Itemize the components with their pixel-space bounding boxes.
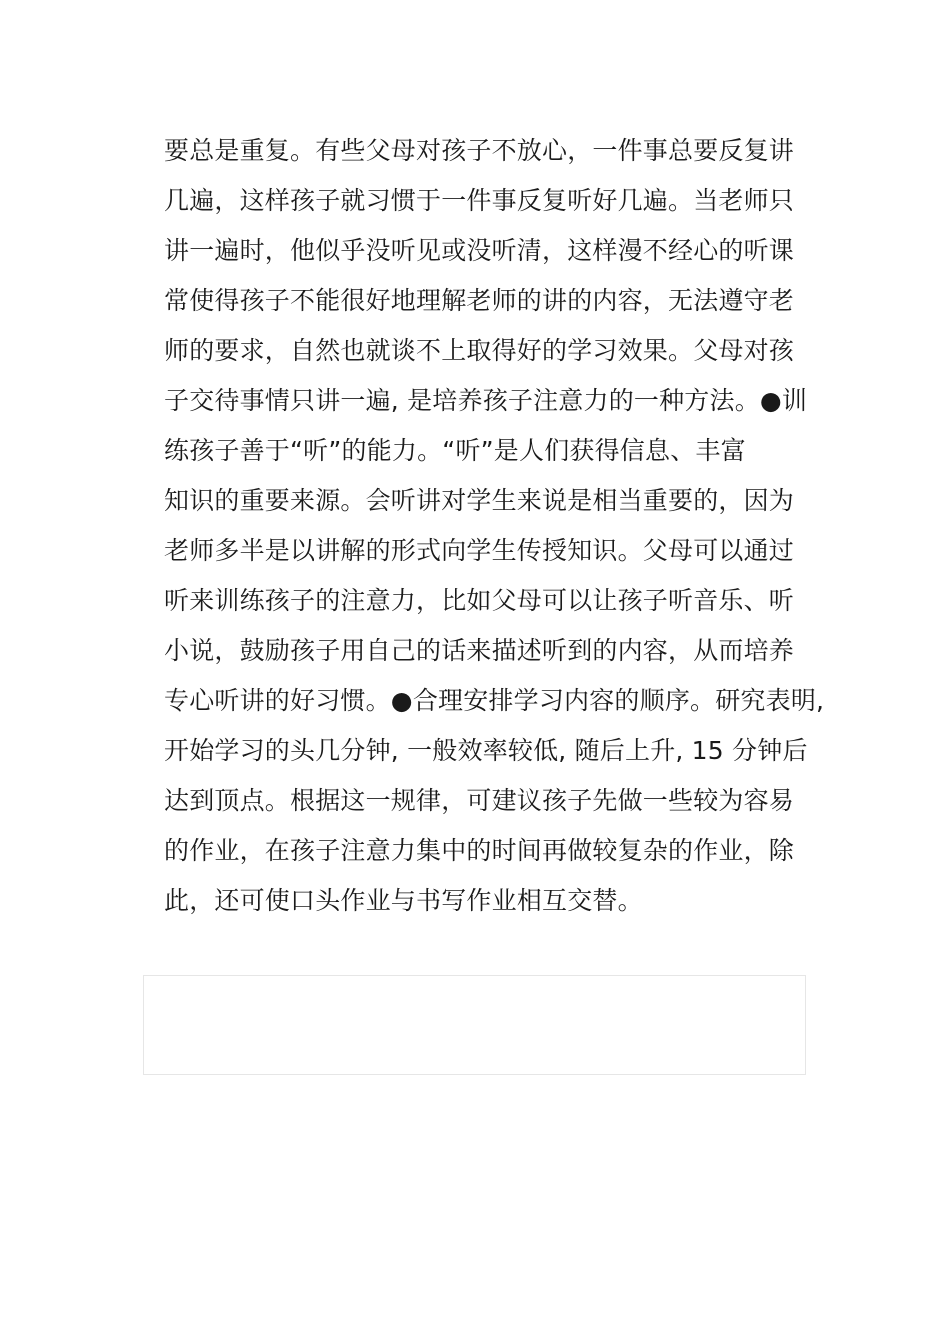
text-line: 练孩子善于“听”的能力。“听”是人们获得信息、丰富 xyxy=(164,436,746,465)
text-line: 的作业，在孩子注意力集中的时间再做较复杂的作业，除 xyxy=(164,836,795,865)
text-line: 小说，鼓励孩子用自己的话来描述听到的内容，从而培养 xyxy=(164,636,795,665)
text-line: 知识的重要来源。会听讲对学生来说是相当重要的，因为 xyxy=(164,486,795,515)
text-line: 专心听讲的好习惯。●合理安排学习内容的顺序。研究表明, xyxy=(164,686,825,715)
text-line: 开始学习的头几分钟, 一般效率较低, 随后上升, 15 分钟后 xyxy=(164,736,808,765)
empty-content-box xyxy=(143,975,806,1075)
body-paragraph xyxy=(164,126,824,926)
text-line: 常使得孩子不能很好地理解老师的讲的内容，无法遵守老 xyxy=(164,286,795,315)
text-line: 此，还可使口头作业与书写作业相互交替。 xyxy=(164,886,643,915)
text-line: 要总是重复。有些父母对孩子不放心，一件事总要反复讲 xyxy=(164,136,795,165)
text-line: 听来训练孩子的注意力，比如父母可以让孩子听音乐、听 xyxy=(164,586,795,615)
text-line: 子交待事情只讲一遍, 是培养孩子注意力的一种方法。●训 xyxy=(164,386,808,415)
text-line: 讲一遍时，他似乎没听见或没听清，这样漫不经心的听课 xyxy=(164,236,795,265)
text-line: 达到顶点。根据这一规律，可建议孩子先做一些较为容易 xyxy=(164,786,795,815)
text-line: 几遍，这样孩子就习惯于一件事反复听好几遍。当老师只 xyxy=(164,186,795,215)
text-line: 老师多半是以讲解的形式向学生传授知识。父母可以通过 xyxy=(164,536,795,565)
text-line: 师的要求，自然也就谈不上取得好的学习效果。父母对孩 xyxy=(164,336,795,365)
